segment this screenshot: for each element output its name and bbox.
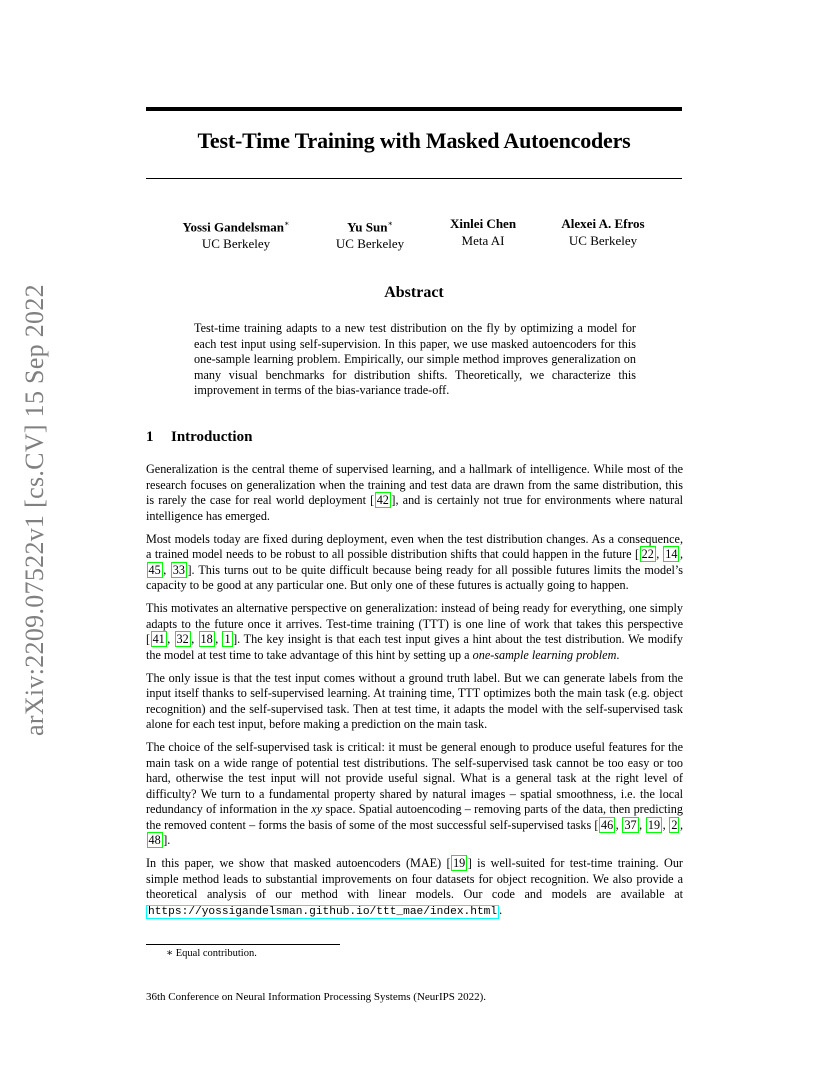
- equal-contribution-mark: ∗: [387, 219, 393, 228]
- citation-link[interactable]: 42: [376, 493, 389, 507]
- citation-link[interactable]: 46: [600, 817, 614, 832]
- citation-link[interactable]: 19: [647, 817, 661, 832]
- author-block: [183, 215, 290, 252]
- paragraph: Most models today are fixed during deployment, even when the test distribution changes. As a consequence, a trained model needs to be robust to all possible distribution shifts that could happen in the future [ 22 , 14 , 45 , 33 ]. This turns out to be quite difficult because being ready for all possible futures limits the model’s capacity to be good at any particular one. But only one of these futures is actually going to happen.: [146, 531, 683, 592]
- title-top-rule: [146, 107, 682, 111]
- author-block: [450, 215, 516, 249]
- abstract-text: Test-time training adapts to a new test distribution on the fly by optimizing a model for each test input using self-supervision. In this paper, we use masked autoencoders for this one-sample learning problem. Empirically, our simple method improves generalization on many visual benchmarks for distribution shifts. Theoretically, we characterize this improvement in terms of the bias-variance trade-off.: [194, 321, 636, 397]
- introduction-body: [146, 462, 683, 928]
- section-title: Introduction: [171, 429, 253, 445]
- citation-link[interactable]: 32: [176, 632, 189, 646]
- citation-link[interactable]: 2: [671, 817, 678, 832]
- emphasized-term: one-sample learning problem: [472, 647, 617, 662]
- author-block: [336, 215, 404, 252]
- math-variable: xy: [311, 802, 323, 816]
- author-affiliation: UC Berkeley: [201, 236, 271, 252]
- paragraph: In this paper, we show that masked autoencoders (MAE) [ 19 ] is well-suited for test-time training. Our simple method leads to substantial improvements on four datasets for object recognition. We also provide a theoretical analysis of our method with linear models. Our code and models are available at https://yossigandelsman.github.io/ttt_mae/index.html .: [146, 856, 683, 918]
- title-bottom-rule: [146, 178, 682, 179]
- arxiv-identifier: arXiv:2209.07522v1 [cs.CV] 15 Sep 2022: [20, 284, 49, 736]
- author-affiliation: Meta AI: [461, 233, 505, 248]
- footnote: ∗ Equal contribution.: [166, 948, 257, 959]
- author-affiliation: UC Berkeley: [568, 233, 638, 248]
- citation-link[interactable]: 22: [641, 547, 654, 561]
- citation-link[interactable]: 18: [200, 632, 213, 646]
- paragraph: The choice of the self-supervised task is critical: it must be general enough to produce useful features for the main task on a wide range of potential test distributions. The self-supervised task cannot be too easy or too hard, otherwise the test input will not provide useful signal. What is a general task at the right level of difficulty? We turn to a fundamental property shared by natural images – spatial smoothness, i.e. the local redundancy of information in the xy space. Spatial autoencoding – removing parts of the data, then predicting the removed content – forms the basis of some of the most successful self-supervised tasks [ 46 , 37 , 19 , 2 , 48 ].: [146, 740, 684, 847]
- section-heading: [146, 429, 252, 446]
- citation-link[interactable]: 1: [224, 632, 231, 646]
- author-block: [561, 215, 644, 249]
- citation-link[interactable]: 19: [453, 856, 466, 870]
- paper-title: Test-Time Training with Masked Autoencoders: [197, 128, 631, 153]
- author-name: Yu Sun: [347, 219, 388, 235]
- abstract-heading: Abstract: [384, 284, 444, 301]
- equal-contribution-mark: ∗: [284, 219, 290, 228]
- citation-link[interactable]: 48: [148, 833, 161, 847]
- conference-note: 36th Conference on Neural Information Processing Systems (NeurIPS 2022).: [146, 991, 487, 1003]
- footnote-rule: [146, 944, 340, 945]
- author-name: Alexei A. Efros: [561, 216, 645, 231]
- project-url-link[interactable]: https://yossigandelsman.github.io/ttt_mae/index.html: [148, 905, 498, 918]
- paragraph: The only issue is that the test input comes without a ground truth label. But we can generate labels from the input itself thanks to self-supervised learning. At training time, TTT optimizes both the main task (e.g. object recognition) and the self-supervised task. Then at test time, it adapts the model with the self-supervised task alone for each test input, before making a prediction on the main task.: [146, 670, 683, 731]
- author-affiliation: UC Berkeley: [335, 236, 405, 252]
- citation-link[interactable]: 45: [148, 562, 161, 577]
- author-name: Xinlei Chen: [449, 216, 517, 231]
- citation-link[interactable]: 41: [152, 632, 165, 646]
- citation-link[interactable]: 14: [665, 547, 678, 561]
- citation-link[interactable]: 33: [172, 562, 185, 577]
- paragraph: Generalization is the central theme of supervised learning, and a hallmark of intelligence. While most of the research focuses on generalization when the training and test data are drawn from the same distribution, this is rarely the case for real world deployment [ 42 ], and is certainly not true for environments where natural intelligence has emerged.: [146, 462, 683, 523]
- paragraph: This motivates an alternative perspective on generalization: instead of being ready for everything, one simply adapts to the future once it arrives. Test-time training (TTT) is one line of work that takes this perspective [ 41 , 32 , 18 , 1 ]. The key insight is that each test input gives a hint about the test distribution. We modify the model at test time to take advantage of this hint by setting up a one-sample learning problem.: [146, 601, 683, 662]
- section-number: 1: [146, 429, 154, 445]
- author-name: Yossi Gandelsman: [182, 219, 285, 235]
- citation-link[interactable]: 37: [624, 817, 637, 832]
